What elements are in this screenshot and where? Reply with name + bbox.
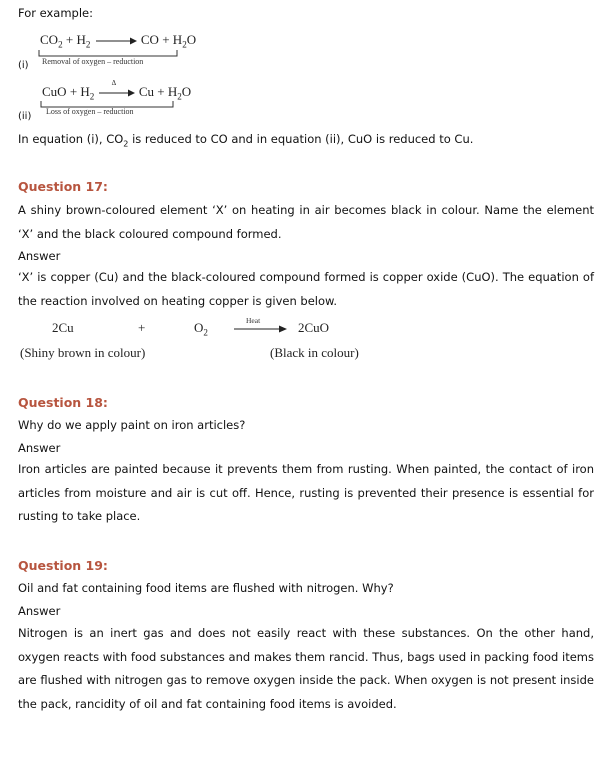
eq1-plus-1: + [65,32,74,47]
eq1-arrow-icon [94,36,138,46]
q17-eq-reactant-2: $O_2$ [194,320,208,338]
q17-eq-note-right: (Black in colour) [270,345,359,360]
eq2-arrow [98,79,136,99]
equation-2 [42,79,192,102]
intro-text: For example: [18,6,93,20]
q18-title: Question 18: [18,395,108,410]
q18-answer: Iron articles are painted because it prevents them from rusting. When painted, the contact of iron articles from moisture and air is cut off. Hence, rusting is prevented their presence is essential for rusting to take place. [18,462,594,523]
eq1-reactant-1: $CO_2$ [40,32,63,50]
eq2-index: (ii) [18,111,32,122]
q17-eq-note-left: (Shiny brown in colour) [20,345,146,360]
q17-eq-product: 2CuO [298,320,330,335]
equation-1 [40,32,196,50]
q19-answer: Nitrogen is an inert gas and does not easily react with these substances. On the other hand, oxygen reacts with food substances and makes them rancid. Thus, bags used in packing food items are flushed with nitrogen gas to remove oxygen inside the pack. When oxygen is not present inside the pack, rancidity of oil and fat containing food items is avoided. [18,626,594,711]
q17-question: A shiny brown-coloured element ‘X’ on heating in air becomes black in colour. Name the element ‘X’ and the black coloured compound formed. [18,203,594,241]
q18-answer-label: Answer [18,441,61,455]
q17-title: Question 17: [18,179,108,194]
eq2-plus-1: + [69,84,78,99]
q17-eq-reactant-1: 2Cu [52,320,74,335]
eq2-product-2: $H_2O$ [167,84,192,102]
eq1-plus-2: + [162,32,170,47]
eq1-index: (i) [18,60,29,71]
eq1-product-1: CO [140,32,159,47]
eq2-plus-2: + [157,84,165,99]
q17-eq-plus: + [138,320,146,335]
q19-question: Oil and fat containing food items are flushed with nitrogen. Why? [18,581,394,595]
q17-eq-arrow-label: Heat [246,316,261,325]
eq2-product-1: Cu [138,84,155,99]
eq1-product-2: $H_2O$ [172,32,197,50]
eq2-arrow-icon [98,87,136,99]
eq2-note: Loss of oxygen – reduction [46,107,134,116]
q17-answer-label: Answer [18,249,61,263]
q19-answer-label: Answer [18,604,61,618]
eq1-reactant-2: $H_2$ [76,32,91,50]
eq1-note: Removal of oxygen – reduction [42,57,144,66]
eq2-reactant-2: $H_2$ [80,84,95,102]
eq2-reactant-1: CuO [42,84,67,99]
q18-question: Why do we apply paint on iron articles? [18,418,246,432]
eq2-arrow-label: Δ [111,79,117,88]
conclusion-text: In equation (i), $CO_2$ is reduced to CO and in equation (ii), CuO is reduced to Cu. [18,132,474,149]
q19-title: Question 19: [18,558,108,573]
q17-eq-arrow-icon [233,324,289,334]
q17-answer: ‘X’ is copper (Cu) and the black-coloured compound formed is copper oxide (CuO). The equation of the reaction involved on heating copper is given below. [18,270,594,308]
